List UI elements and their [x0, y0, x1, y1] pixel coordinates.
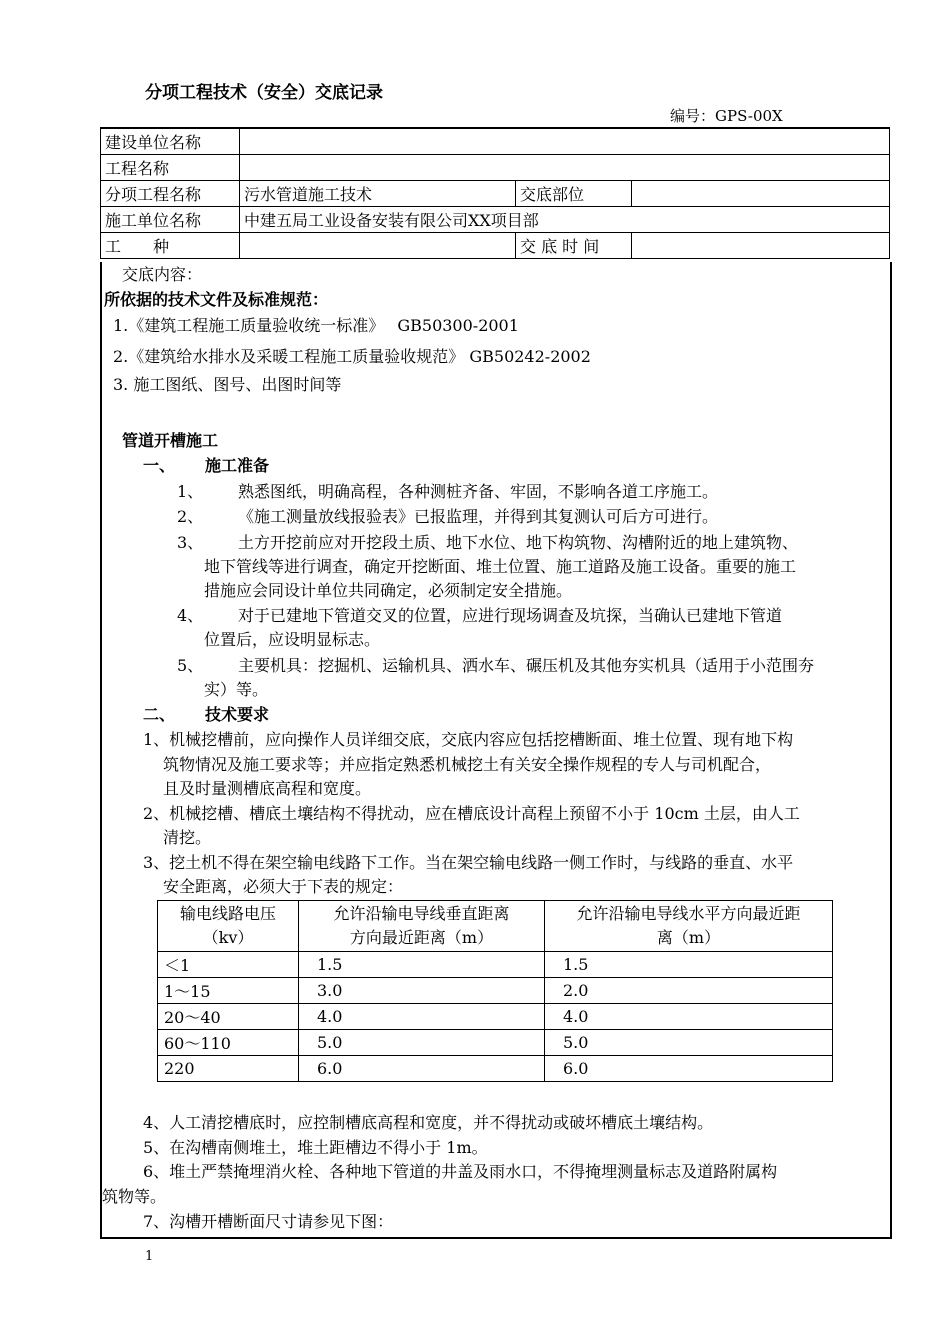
table-cell: 4.0: [545, 1004, 833, 1030]
table-header-horizontal: 允许沿输电导线水平方向最近距 离（m）: [545, 901, 833, 952]
tech-item-line: 1、机械挖槽前，应向操作人员详细交底，交底内容应包括挖槽断面、堆土位置、现有地下构: [143, 730, 794, 749]
trade-label: 工 种: [101, 233, 240, 259]
after-line: 筑物等。: [102, 1187, 167, 1206]
table-cell: 5.0: [299, 1030, 545, 1056]
contractor-value: 中建五局工业设备安装有限公司XX项目部: [240, 207, 890, 233]
project-value: [240, 155, 890, 181]
content-intro: 交底内容：: [122, 265, 203, 284]
table-cell: 4.0: [299, 1004, 545, 1030]
time-label: 交 底 时 间: [516, 233, 632, 259]
part-value: [632, 181, 890, 207]
part-label: 交底部位: [516, 181, 632, 207]
client-value: [240, 128, 890, 155]
subproject-label: 分项工程名称: [101, 181, 240, 207]
table-row: [158, 1030, 833, 1056]
tech-item-line: 筑物情况及施工要求等；并应指定熟悉机械挖土有关安全操作规程的专人与司机配合，: [163, 755, 772, 774]
basis-heading: 所依据的技术文件及标准规范：: [104, 290, 329, 309]
after-line: 5、在沟槽南侧堆土，堆土距槽边不得小于 1m。: [143, 1138, 488, 1157]
after-line: 4、人工清挖槽底时，应控制槽底高程和宽度，并不得扰动或破坏槽底土壤结构。: [143, 1113, 714, 1132]
document-number: 编号：GPS-00X: [670, 107, 783, 125]
table-cell: 220: [158, 1056, 299, 1082]
tech-title: 技术要求: [205, 705, 270, 724]
time-value: [632, 233, 890, 259]
subproject-value: 污水管道施工技术: [240, 181, 516, 207]
project-label: 工程名称: [101, 155, 240, 181]
page-title: 分项工程技术（安全）交底记录: [145, 83, 383, 103]
distance-table: [157, 900, 833, 1082]
after-line: 7、沟槽开槽断面尺寸请参见下图：: [143, 1212, 394, 1231]
table-row: [158, 1056, 833, 1082]
prep-item-line: 措施应会同设计单位共同确定，必须制定安全措施。: [204, 581, 573, 600]
prep-title: 施工准备: [205, 456, 270, 475]
basis-item: 2.《建筑给水排水及采暖工程施工质量验收规范》 GB50242-2002: [113, 347, 591, 366]
table-header-voltage: 输电线路电压 （kv）: [158, 901, 299, 952]
table-row: [158, 1004, 833, 1030]
table-cell: 6.0: [545, 1056, 833, 1082]
client-label: 建设单位名称: [101, 128, 240, 155]
prep-item-number: 2、: [177, 507, 204, 526]
prep-item-number: 3、: [177, 533, 204, 552]
prep-item-line: 熟悉图纸，明确高程，各种测桩齐备、牢固，不影响各道工序施工。: [238, 482, 719, 501]
basis-item: 1.《建筑工程施工质量验收统一标准》 GB50300-2001: [113, 316, 519, 335]
table-cell: 6.0: [299, 1056, 545, 1082]
table-cell: 3.0: [299, 978, 545, 1004]
content-box: [100, 262, 892, 1239]
table-header-vertical: 允许沿输电导线垂直距离 方向最近距离（m）: [299, 901, 545, 952]
tech-item-line: 清挖。: [163, 828, 212, 847]
prep-number: 一、: [143, 456, 176, 475]
table-row: [158, 952, 833, 978]
table-cell: 1.5: [299, 952, 545, 978]
basis-item: 3. 施工图纸、图号、出图时间等: [113, 375, 342, 394]
prep-item-line: 位置后，应设明显标志。: [204, 630, 381, 649]
table-cell: ＜1: [158, 952, 299, 978]
tech-number: 二、: [143, 705, 176, 724]
page-number: 1: [145, 1249, 154, 1264]
table-cell: 5.0: [545, 1030, 833, 1056]
table-cell: 1～15: [158, 978, 299, 1004]
prep-item-line: 实）等。: [204, 680, 269, 699]
trade-value: [240, 233, 516, 259]
header-table: [100, 127, 890, 259]
prep-item-line: 主要机具：挖掘机、运输机具、洒水车、碾压机及其他夯实机具（适用于小范围夯: [238, 656, 815, 675]
prep-item-number: 4、: [177, 606, 204, 625]
prep-item-line: 对于已建地下管道交叉的位置，应进行现场调查及坑探，当确认已建地下管道: [238, 606, 783, 625]
table-cell: 20～40: [158, 1004, 299, 1030]
table-cell: 1.5: [545, 952, 833, 978]
prep-item-number: 1、: [177, 482, 204, 501]
tech-item-line: 且及时量测槽底高程和宽度。: [163, 779, 372, 798]
table-cell: 60～110: [158, 1030, 299, 1056]
after-line: 6、堆土严禁掩埋消火栓、各种地下管道的井盖及雨水口，不得掩埋测量标志及道路附属构: [143, 1162, 778, 1181]
prep-item-line: 《施工测量放线报验表》已报监理，并得到其复测认可后方可进行。: [238, 507, 719, 526]
prep-item-line: 土方开挖前应对开挖段土质、地下水位、地下构筑物、沟槽附近的地上建筑物、: [238, 533, 799, 552]
table-cell: 2.0: [545, 978, 833, 1004]
prep-item-number: 5、: [177, 656, 204, 675]
prep-item-line: 地下管线等进行调查，确定开挖断面、堆土位置、施工道路及施工设备。重要的施工: [204, 557, 797, 576]
section-title: 管道开槽施工: [122, 431, 219, 450]
tech-item-line: 安全距离，必须大于下表的规定：: [163, 877, 404, 896]
table-row: [158, 978, 833, 1004]
contractor-label: 施工单位名称: [101, 207, 240, 233]
tech-item-line: 2、机械挖槽、槽底土壤结构不得扰动，应在槽底设计高程上预留不小于 10cm 土层，由人工: [143, 804, 800, 823]
tech-item-line: 3、挖土机不得在架空输电线路下工作。当在架空输电线路一侧工作时，与线路的垂直、水平: [143, 853, 794, 872]
